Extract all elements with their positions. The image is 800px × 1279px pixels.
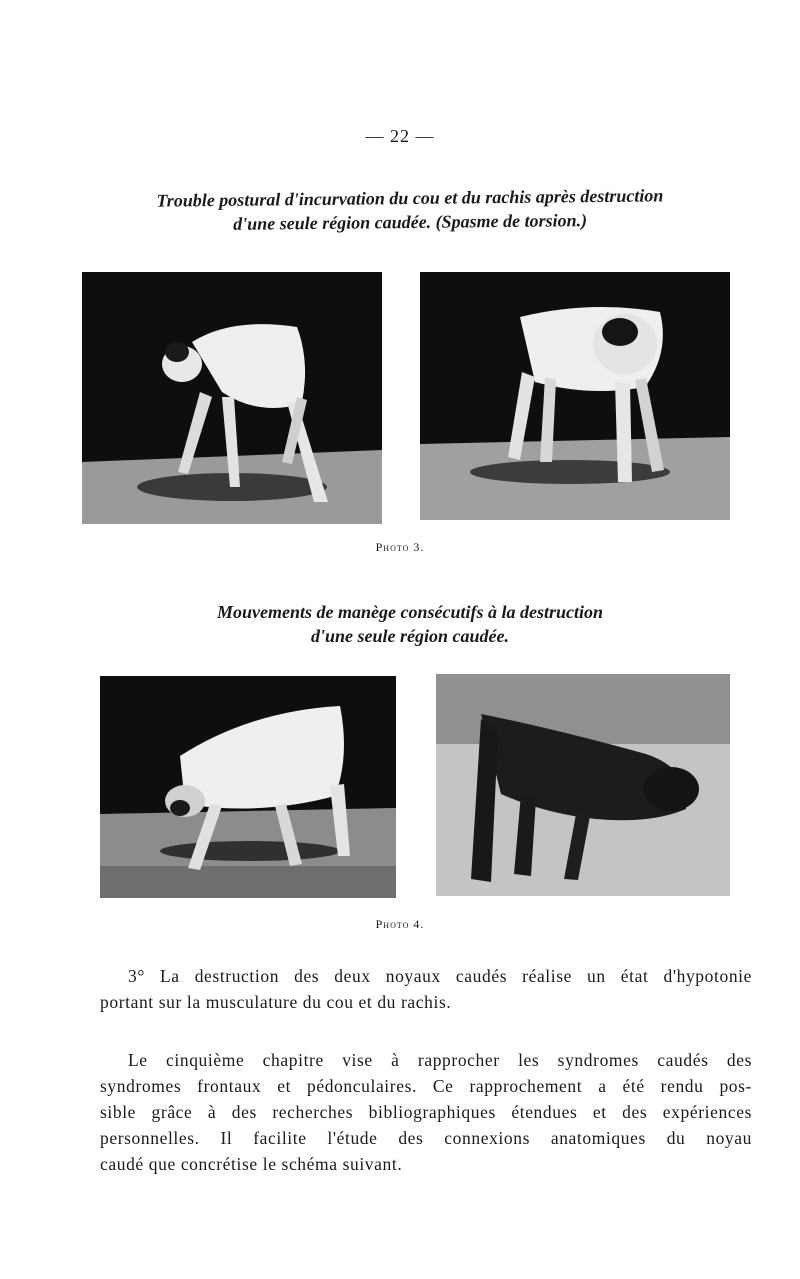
text-line: syndromes frontaux et pédonculaires. Ce rapprochement a été rendu pos- [100, 1076, 752, 1096]
caption-line: d'une seule région caudée. [311, 626, 509, 646]
photo-4-label: Photo 4. [375, 917, 425, 931]
text-line: portant sur la musculature du cou et du rachis. [100, 992, 452, 1012]
photo-3-caption [60, 182, 760, 237]
caption-line: d'une seule région caudée. (Spasme de torsion.) [233, 210, 588, 234]
caption-line: Mouvements de manège consécutifs à la destruction [217, 602, 603, 622]
page-number: — 22 — [365, 126, 435, 146]
text-line: caudé que concrétise le schéma suivant. [100, 1154, 403, 1174]
photo-4-left [100, 676, 396, 898]
text-line: personnelles. Il facilite l'étude des connexions anatomiques du noyau [100, 1128, 752, 1148]
paragraph-2 [100, 1047, 752, 1177]
photo-3-label: Photo 3. [375, 540, 425, 554]
text-line: Le cinquième chapitre vise à rapprocher les syndromes caudés des [128, 1050, 752, 1070]
photo-4-right [436, 674, 730, 896]
photo-3-right [420, 272, 730, 520]
paragraph-1 [100, 963, 752, 1015]
caption-line: Trouble postural d'incurvation du cou et du rachis après destruction [156, 185, 664, 211]
text-line: 3° La destruction des deux noyaux caudés réalise un état d'hypotonie [128, 966, 752, 986]
text-line: sible grâce à des recherches bibliographiques étendues et des expériences [100, 1102, 752, 1122]
photo-3-left [82, 272, 382, 524]
photo-4-caption [60, 600, 760, 648]
